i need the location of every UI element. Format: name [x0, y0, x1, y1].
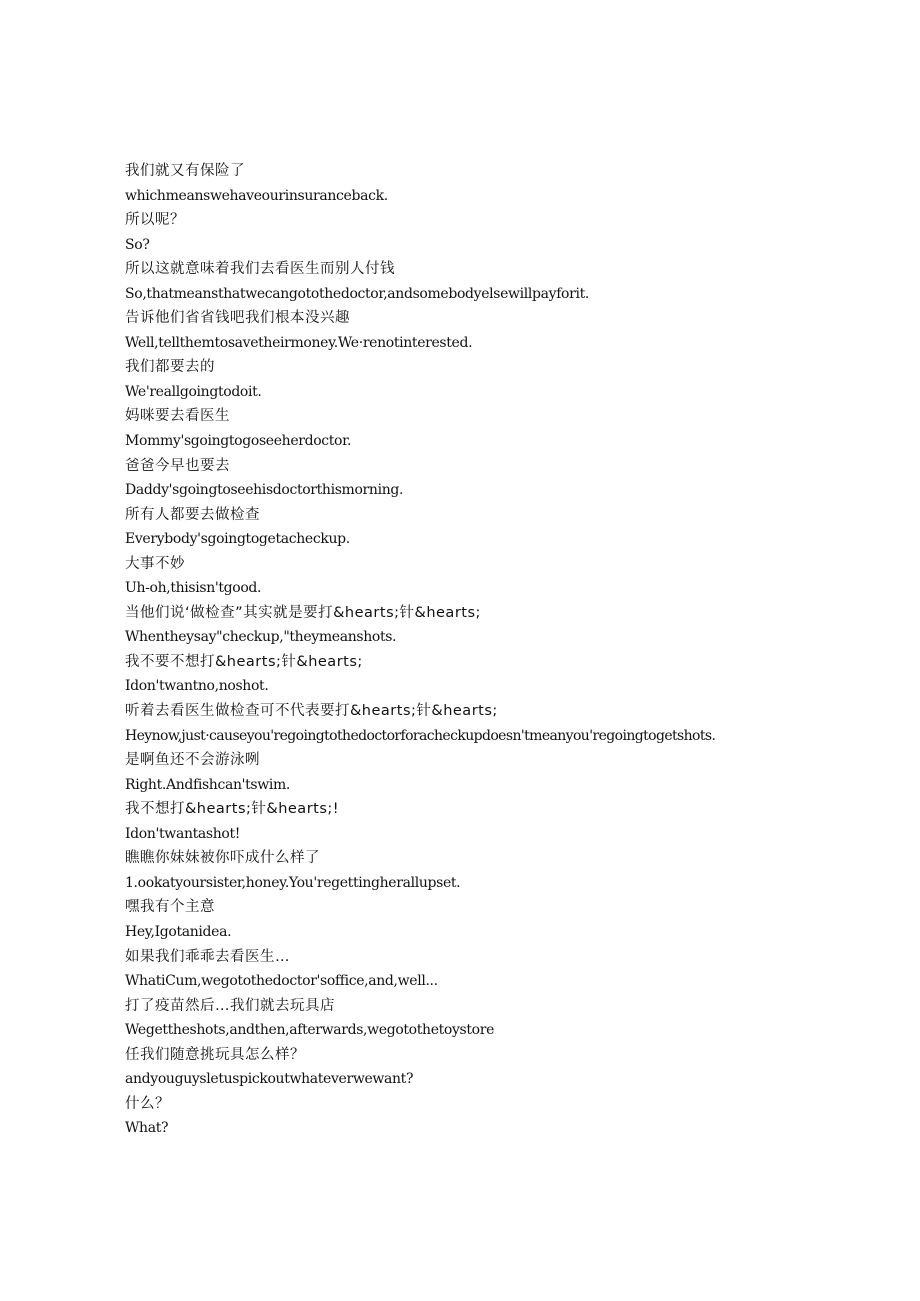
english-subtitle-line: We'reallgoingtodoit.: [125, 383, 262, 400]
english-subtitle-line: Idon'twantno,noshot.: [125, 678, 269, 695]
chinese-subtitle-line: 如果我们乖乖去看医生…: [125, 948, 290, 965]
chinese-subtitle-line: 我们都要去的: [125, 359, 215, 376]
english-subtitle-line: Mommy'sgoingtogoseeherdoctor.: [125, 433, 352, 450]
chinese-subtitle-line: 我不想打&hearts;针&hearts;!: [125, 801, 340, 818]
chinese-subtitle-line: 大事不妙: [125, 555, 185, 572]
english-subtitle-line: So,thatmeansthatwecangotothedoctor,andsomebodyelsewillpayforit.: [125, 285, 589, 302]
english-subtitle-line: Hey,Igotanidea.: [125, 923, 232, 940]
chinese-subtitle-line: 我不要不想打&hearts;针&hearts;: [125, 653, 363, 670]
english-subtitle-line: So?: [125, 236, 150, 253]
chinese-subtitle-line: 任我们随意挑玩具怎么样？: [125, 1046, 305, 1063]
chinese-subtitle-line: 嘿我有个主意: [125, 899, 215, 916]
english-subtitle-line: Idon'twantashot!: [125, 825, 241, 842]
chinese-subtitle-line: 所以这就意味着我们去看医生而别人付钱: [125, 261, 395, 278]
chinese-subtitle-line: 所有人都要去做检查: [125, 506, 260, 523]
english-subtitle-line: What?: [125, 1120, 169, 1137]
english-subtitle-line: whichmeanswehaveourinsuranceback.: [125, 187, 388, 204]
english-subtitle-line: Daddy'sgoingtoseehisdoctorthismorning.: [125, 482, 404, 499]
chinese-subtitle-line: 妈咪要去看医生: [125, 408, 230, 425]
chinese-subtitle-line: 我们就又有保险了: [125, 163, 245, 179]
chinese-subtitle-line: 爸爸今早也要去: [125, 457, 230, 474]
english-subtitle-line: Whentheysay"checkup,"theymeanshots.: [125, 629, 397, 646]
english-subtitle-line: Heynow,just·causeyou'regoingtothedoctorforacheckupdoesn'tmeanyou'regoingtogetshots.: [125, 727, 716, 744]
english-subtitle-line: Well,tellthemtosavetheirmoney.We·renotinterested.: [125, 334, 473, 351]
english-subtitle-line: 1.ookatyoursister,honey.You'regettingherallupset.: [125, 874, 461, 891]
english-subtitle-line: Wegettheshots,andthen,afterwards,wegotothetoystore: [125, 1022, 495, 1039]
chinese-subtitle-line: 打了疫苗然后…我们就去玩具店: [125, 997, 335, 1014]
english-subtitle-line: andyouguysletuspickoutwhateverwewant?: [125, 1071, 414, 1088]
chinese-subtitle-line: 告诉他们省省钱吧我们根本没兴趣: [125, 310, 350, 327]
chinese-subtitle-line: 听着去看医生做检查可不代表要打&hearts;针&hearts;: [125, 703, 498, 720]
chinese-subtitle-line: 所以呢？: [125, 212, 185, 229]
chinese-subtitle-line: 什么？: [125, 1095, 170, 1112]
chinese-subtitle-line: 瞧瞧你妹妹被你吓成什么样了: [125, 850, 320, 867]
english-subtitle-line: Uh-oh,thisisn'tgood.: [125, 580, 262, 597]
chinese-subtitle-line: 是啊鱼还不会游泳咧: [125, 752, 260, 769]
english-subtitle-line: Everybody'sgoingtogetacheckup.: [125, 531, 350, 548]
english-subtitle-line: Right.Andfishcan'tswim.: [125, 776, 291, 793]
chinese-subtitle-line: 当他们说‘做检查”其实就是要打&hearts;针&hearts;: [125, 604, 481, 621]
english-subtitle-line: WhatiCum,wegotothedoctor'soffice,and,well...: [125, 973, 438, 990]
transcript-lines: [125, 159, 895, 1141]
